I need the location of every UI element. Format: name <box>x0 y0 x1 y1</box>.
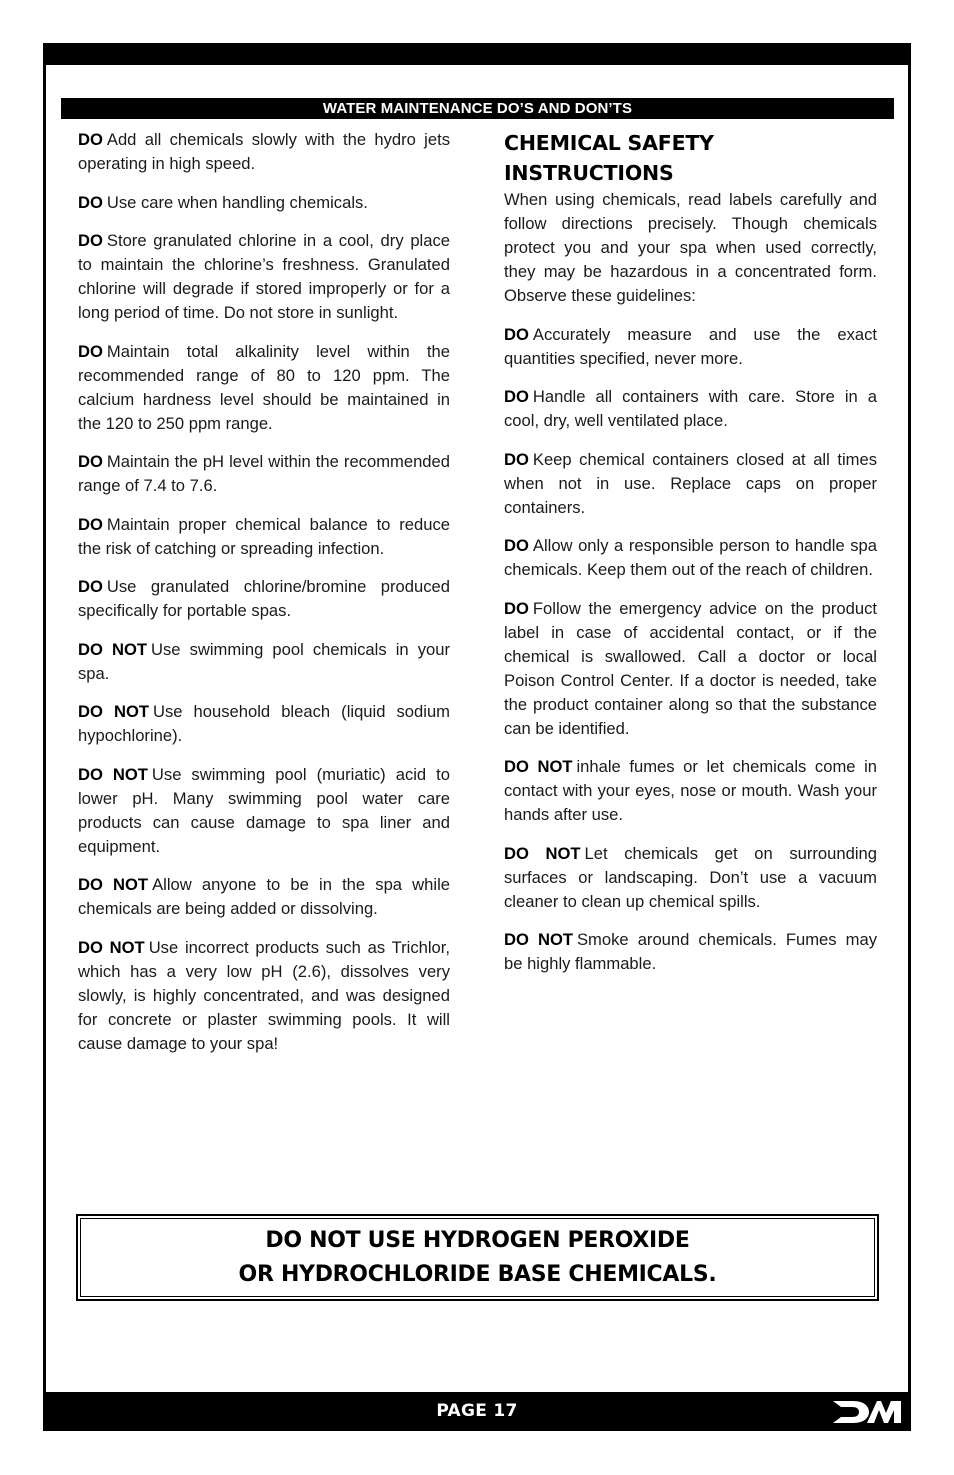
item-text: Maintain proper chemical balance to reduce the risk of catching or spreading infection. <box>78 514 450 558</box>
item-text: Keep chemical containers closed at all times when not in use. Replace caps on proper containers. <box>504 449 877 517</box>
item-text: Allow only a responsible person to handle spa chemicals. Keep them out of the reach of children. <box>504 536 877 579</box>
keyword: DO <box>78 452 103 471</box>
item-text: Allow anyone to be in the spa while chemicals are being added or dissolving. <box>78 875 450 918</box>
keyword: DO NOT <box>504 930 573 949</box>
footer-bar <box>43 1392 911 1431</box>
left-column <box>78 128 450 1070</box>
warning-line-1: DO NOT USE HYDROGEN PEROXIDE <box>265 1227 690 1253</box>
item-text: Let chemicals get on surrounding surfaces or landscaping. Don’t use a vacuum cleaner to clean up chemical spills. <box>504 843 877 911</box>
item-text: Use household bleach (liquid sodium hypochlorine). <box>78 702 450 745</box>
warning-line-2: OR HYDROCHLORIDE BASE CHEMICALS. <box>238 1261 717 1287</box>
keyword: DO NOT <box>78 764 148 784</box>
item-text: Use swimming pool (muriatic) acid to lower pH. Many swimming pool water care products can cause damage to spa liner and equipment. <box>78 764 450 856</box>
keyword: DO <box>504 324 529 344</box>
warning-inner <box>80 1218 875 1297</box>
list-item <box>78 638 450 686</box>
item-text: inhale fumes or let chemicals come in contact with your eyes, nose or mouth. Wash your hands after use. <box>504 757 877 824</box>
keyword: DO NOT <box>78 702 149 721</box>
list-item <box>78 229 450 325</box>
item-text: Smoke around chemicals. Fumes may be highly flammable. <box>504 930 877 973</box>
item-text: Follow the emergency advice on the product label in case of accidental contact, or if the chemical is swallowed. Call a doctor or local Poison Control Center. If a doctor is needed, take the product container along so that the substance can be identified. <box>504 598 877 738</box>
item-text: Add all chemicals slowly with the hydro jets operating in high speed. <box>78 130 450 173</box>
keyword: DO <box>78 130 103 149</box>
item-text: Store granulated chlorine in a cool, dry place to maintain the chlorine’s freshness. Granulated chlorine will degrade if stored improperly or for a long period of time. Do not store in sunlight. <box>78 231 450 322</box>
list-item <box>78 191 450 215</box>
dm-logo-icon <box>831 1398 903 1426</box>
list-item <box>504 597 877 741</box>
intro-paragraph: When using chemicals, read labels carefully and follow directions precisely. Though chemicals protect you and your spa when used correctly, they may be hazardous in a concentrated form. Observe these guidelines: <box>504 190 877 305</box>
list-item <box>78 340 450 436</box>
section-title: WATER MAINTENANCE DO’S AND DON’TS <box>322 100 633 117</box>
list-item <box>78 873 450 921</box>
list-item <box>78 575 450 623</box>
list-item <box>78 700 450 748</box>
right-column <box>504 128 877 991</box>
list-item <box>78 128 450 176</box>
item-text: Use granulated chlorine/bromine produced specifically for portable spas. <box>78 577 450 620</box>
keyword: DO <box>504 387 529 406</box>
keyword: DO <box>78 192 103 212</box>
warning-box <box>76 1214 879 1301</box>
keyword: DO <box>504 536 529 555</box>
item-text: Accurately measure and use the exact quantities specified, never more. <box>504 324 877 368</box>
list-item <box>504 448 877 520</box>
list-item <box>78 936 450 1056</box>
list-item <box>504 928 877 976</box>
list-item <box>504 385 877 433</box>
keyword: DO <box>78 231 103 250</box>
list-item <box>504 842 877 914</box>
keyword: DO <box>504 449 529 469</box>
keyword: DO <box>78 341 103 361</box>
keyword: DO NOT <box>504 757 573 776</box>
keyword: DO NOT <box>78 937 145 957</box>
list-item <box>78 513 450 561</box>
list-item <box>78 450 450 498</box>
item-text: Use incorrect products such as Trichlor, which has a very low pH (2.6), dissolves very slowly, is highly concentrated, and was designed for concrete or plaster swimming pools. It will cause damage to your spa! <box>78 937 450 1053</box>
list-item <box>504 534 877 582</box>
item-text: Use care when handling chemicals. <box>106 192 368 212</box>
keyword: DO NOT <box>78 639 147 659</box>
item-text: Maintain total alkalinity level within the recommended range of 80 to 120 ppm. The calcium hardness level should be maintained in the 120 to 250 ppm range. <box>78 341 450 433</box>
keyword: DO <box>78 514 103 534</box>
list-item <box>504 323 877 371</box>
section-heading: CHEMICAL SAFETY INSTRUCTIONS <box>504 131 714 185</box>
list-item <box>78 763 450 859</box>
keyword: DO NOT <box>504 843 581 863</box>
keyword: DO <box>78 577 103 596</box>
keyword: DO <box>504 598 529 618</box>
keyword: DO NOT <box>78 875 149 894</box>
section-title-bar <box>61 98 894 119</box>
item-text: Use swimming pool chemicals in your spa. <box>78 639 450 683</box>
page-number: PAGE 17 <box>436 1401 518 1421</box>
item-text: Maintain the pH level within the recommended range of 7.4 to 7.6. <box>78 452 450 495</box>
item-text: Handle all containers with care. Store in a cool, dry, well ventilated place. <box>504 387 877 430</box>
list-item <box>504 755 877 827</box>
